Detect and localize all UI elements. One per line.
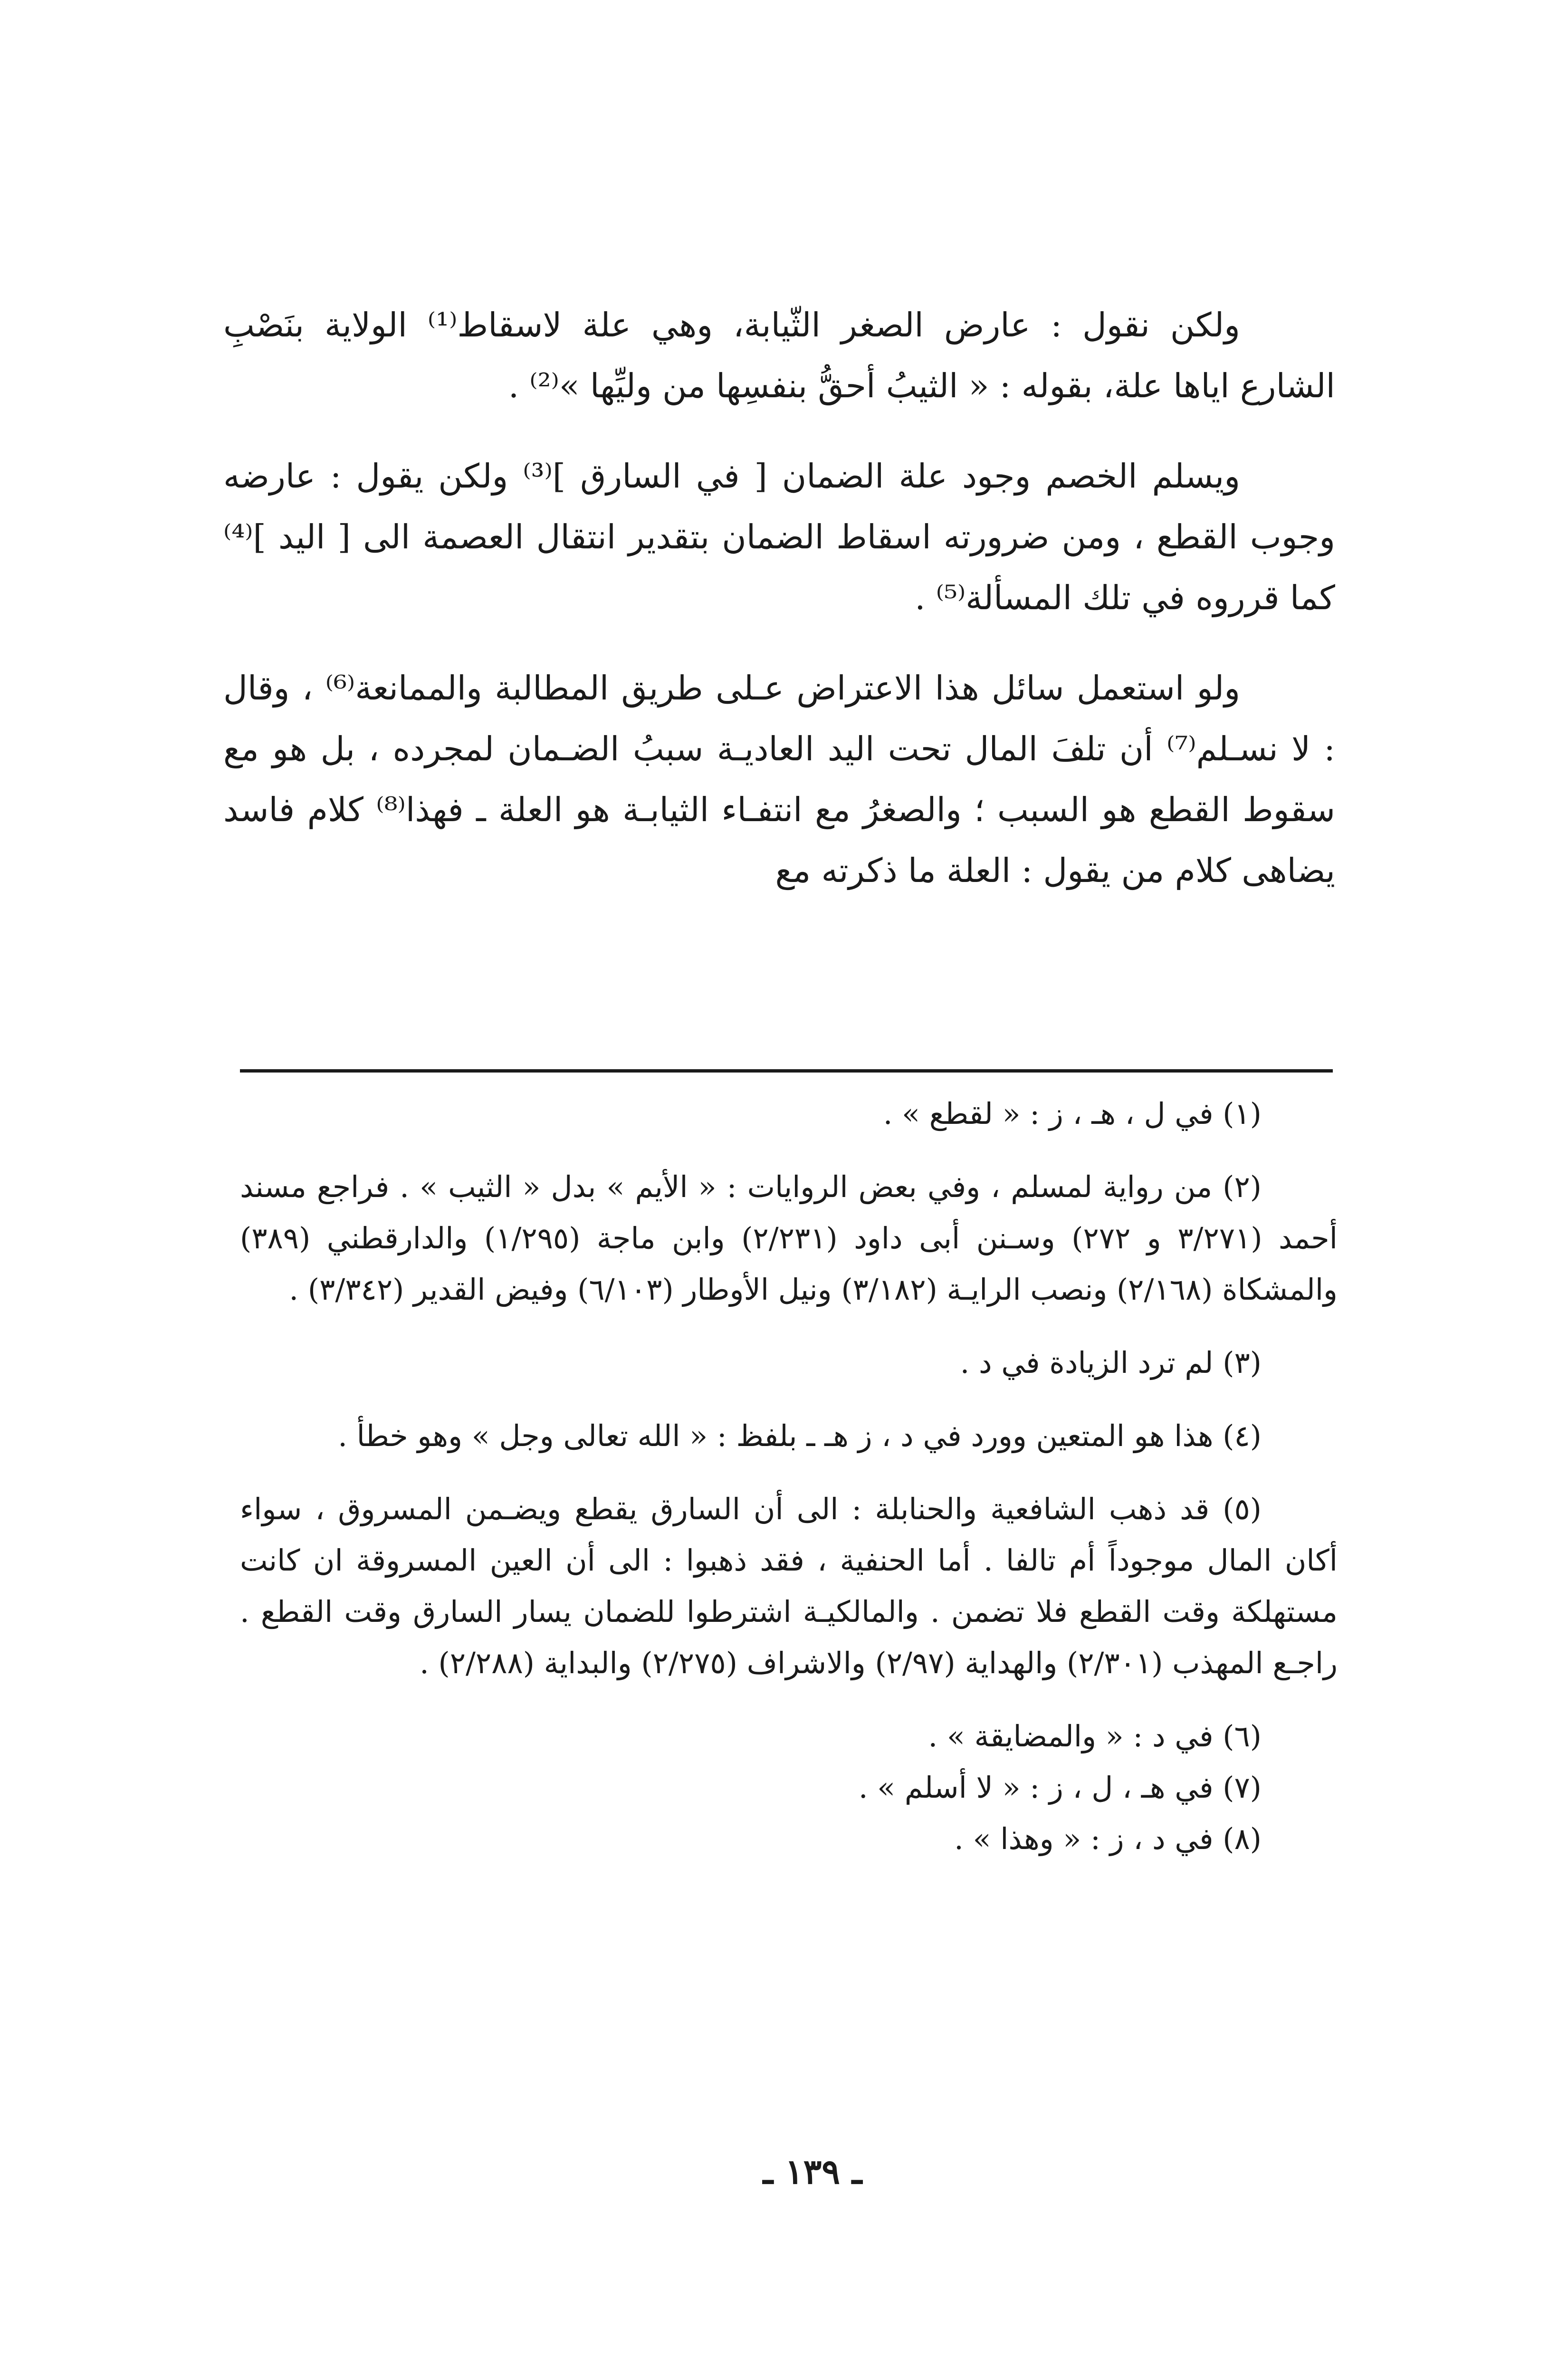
footnote-4: (٤) هذا هو المتعين وورد في د ، ز هـ ـ بلفظ : « الله تعالى وجل » وهو خطأ . (338, 1418, 1262, 1453)
main-paragraph-3: ولو استعمل سائل هذا الاعتراض عـلى طريق المطالبة والممانعة⁽⁶⁾ ، وقال : لا نسـلم⁽⁷⁾ أن تلفَ المال تحت اليد العاديـة سببُ الضـمان لمجرده ، بل هو مع سقوط القطع هو السبب ؛ والصغرُ مع انتفـاء الثيابـة هو العلة ـ فهذا⁽⁸⁾ كلام فاسد يضاهى كلام من يقول : العلة ما ذكرته مع (223, 669, 1336, 890)
main-paragraph-2: ويسلم الخصم وجود علة الضمان [ في السارق ]⁽³⁾ ولكن يقول : عارضه وجوب القطع ، ومن ضرورته اسقاط الضمان بتقدير انتقال العصمة الى [ اليد ]⁽⁴⁾ كما قرروه في تلك المسألة⁽⁵⁾ . (223, 457, 1335, 617)
footnote-separator-line (240, 1069, 1333, 1073)
footnote-2: (٢) من رواية لمسلم ، وفي بعض الروايات : « الأيم » بدل « الثيب » . فراجع مسند أحمد (٣/٢٧١ و ٢٧٢) وسـنن أبى داود (٢/٢٣١) وابن ماجة (١/٢٩٥) والدارقطني (٣٨٩) والمشكاة (٢/١٦٨) ونصب الرايـة (٣/١٨٢) ونيل الأوطار (٦/١٠٣) وفيض القدير (٣/٣٤٢) . (240, 1169, 1338, 1307)
footnote-1: (١) في ل ، هـ ، ز : « لقطع » . (883, 1096, 1262, 1131)
page-number: ـ ١٣٩ ـ (763, 2151, 862, 2192)
footnote-6: (٦) في د : « والمضايقة » . (928, 1719, 1262, 1753)
main-paragraph-1: ولكن نقول : عارض الصغر الثّيابة، وهي علة لاسقاط⁽¹⁾ الولاية بنَصْبِ الشارع اياها علة، بقوله : « الثيبُ أحقُّ بنفسِها من وليِّها »⁽²⁾ . (223, 306, 1335, 405)
footnotes-section (240, 1088, 1338, 1865)
footnote-7: (٧) في هـ ، ل ، ز : « لا أسلم » . (858, 1770, 1262, 1805)
footnote-3: (٣) لم ترد الزيادة في د . (960, 1345, 1262, 1380)
footnote-5: (٥) قد ذهب الشافعية والحنابلة : الى أن السارق يقطع ويضـمن المسروق ، سواء أكان المال موجوداً أم تالفا . أما الحنفية ، فقد ذهبوا : الى أن العين المسروقة ان كانت مستهلكة وقت القطع فلا تضمن . والمالكيـة اشترطوا للضمان يسار السارق وقت القطع . راجـع المهذب (٢/٣٠١) والهداية (٢/٩٧) والاشراف (٢/٢٧٥) والبداية (٢/٢٨٨) . (240, 1492, 1338, 1680)
main-text-body (223, 295, 1335, 901)
footnote-8: (٨) في د ، ز : « وهذا » . (954, 1821, 1262, 1856)
